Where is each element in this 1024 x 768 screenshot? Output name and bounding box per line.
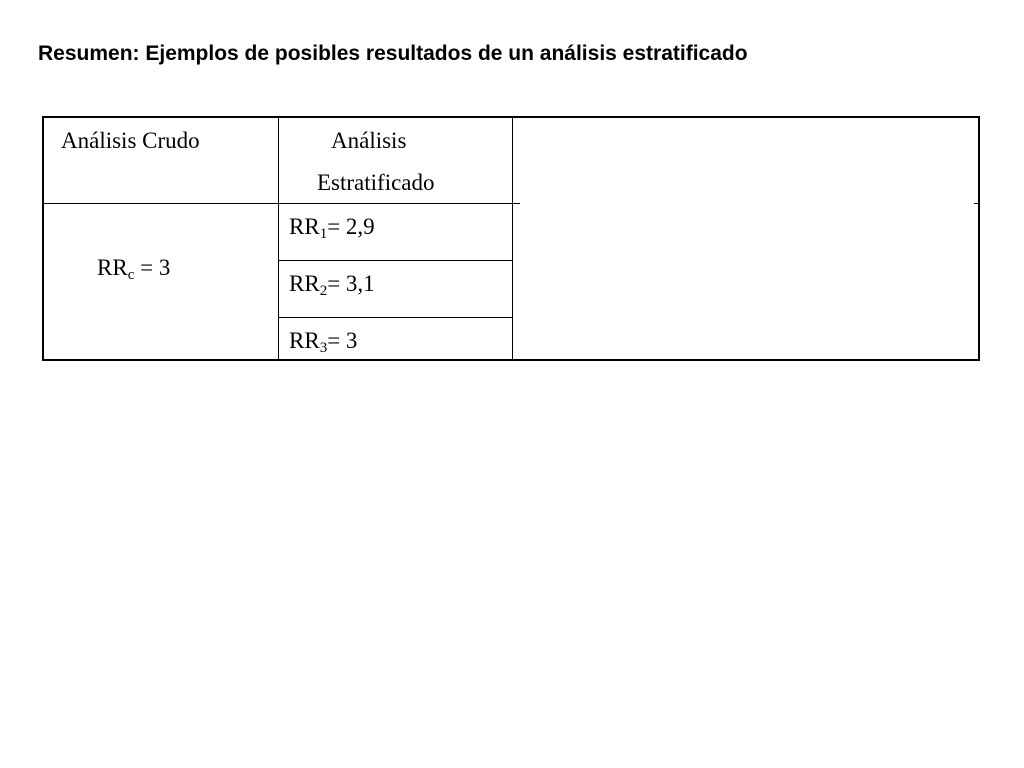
table-header-divider	[44, 203, 513, 204]
stratum-rr-value-1	[289, 214, 375, 240]
table-edge-mark-left	[512, 203, 520, 204]
table-stratum-divider-2	[278, 317, 513, 318]
header-stratified-analysis-line2: Estratificado	[317, 170, 435, 195]
header-stratified-analysis-line1: Análisis	[331, 128, 407, 153]
stratum-rr-label: RR	[289, 271, 320, 296]
slide-title: Resumen: Ejemplos de posibles resultados de un análisis estratificado	[38, 42, 748, 65]
crude-rr-value	[97, 255, 170, 281]
stratum-rr-number: = 3,1	[327, 271, 375, 296]
crude-rr-subscript: c	[127, 267, 135, 283]
stratum-rr-value-2	[289, 271, 375, 297]
stratum-rr-label: RR	[289, 214, 320, 239]
stratum-rr-value-3	[289, 328, 357, 354]
stratum-rr-number: = 2,9	[327, 214, 375, 239]
header-crude-analysis: Análisis Crudo	[61, 128, 200, 153]
table-divider-crude	[278, 118, 279, 359]
table-edge-mark-right	[974, 203, 980, 204]
table-stratum-divider-1	[278, 260, 513, 261]
table-blank-area	[513, 120, 977, 358]
crude-rr-number: = 3	[134, 255, 171, 280]
stratum-rr-number: = 3	[327, 328, 358, 353]
stratum-rr-subscript: 3	[319, 340, 328, 356]
stratum-rr-label: RR	[289, 328, 320, 353]
crude-rr-label: RR	[97, 255, 128, 280]
stratum-rr-subscript: 2	[319, 283, 328, 299]
stratum-rr-subscript: 1	[319, 226, 328, 242]
